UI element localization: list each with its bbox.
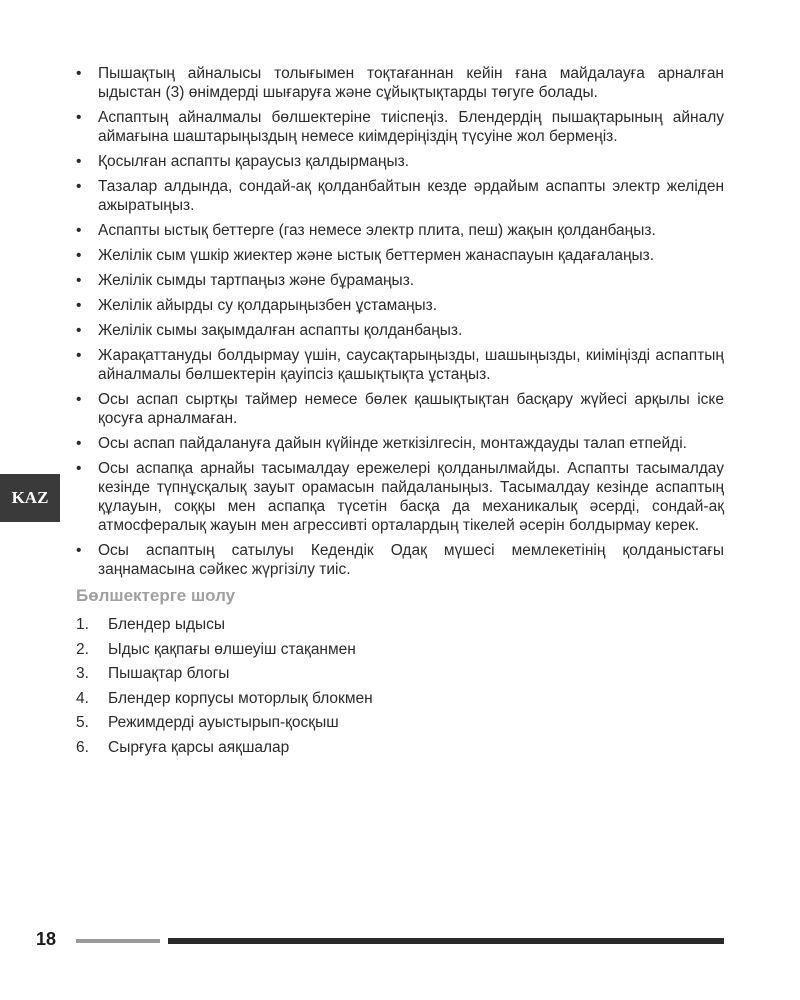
list-item <box>76 615 724 634</box>
list-item <box>76 713 724 732</box>
list-item: • Осы аспап пайдалануға дайын күйінде жеткізілгесін, монтаждауды талап етпейді. <box>76 434 724 453</box>
item-label: Блендер ыдысы <box>108 616 226 633</box>
item-number: 3. <box>76 665 89 682</box>
list-item <box>76 640 724 659</box>
item-label: Ыдыс қақпағы өлшеуіш стақанмен <box>108 640 356 658</box>
section-heading: Бөлшектерге шолу <box>76 586 236 605</box>
list-item: • Қосылған аспапты қараусыз қалдырмаңыз. <box>76 152 724 171</box>
parts-list <box>76 615 724 757</box>
item-number: 4. <box>76 689 89 707</box>
item-label: Блендер корпусы моторлық блокмен <box>108 689 373 707</box>
list-item: • Жарақаттануды болдырмау үшін, саусақтарыңызды, шашыңызды, киіміңізді аспаптың айналмалы бөлшектерін қауіпсіз қашықтықта ұстаңыз. <box>76 346 724 384</box>
item-number: 1. <box>76 616 89 633</box>
list-item: • Аспапты ыстық беттерге (газ немесе электр плита, пеш) жақын қолданбаңыз. <box>76 221 724 240</box>
list-item <box>76 738 724 757</box>
page-content <box>76 64 724 762</box>
item-label: Сырғуға қарсы аяқшалар <box>108 738 290 756</box>
language-tab: KAZ <box>0 474 60 522</box>
list-item <box>76 664 724 683</box>
list-item: • Желілік айырды су қолдарыңызбен ұстамаңыз. <box>76 296 724 315</box>
safety-list <box>76 64 724 579</box>
list-item: • Желілік сымды тартпаңыз және бұрамаңыз. <box>76 271 724 290</box>
list-item: • Пышақтың айналысы толығымен тоқтағаннан кейін ғана майдалауға арналған ыдыстан (3) өнімдерді шығаруға және сұйықтықтарды төгуге болады. <box>76 64 724 102</box>
footer-rule-light <box>76 939 160 943</box>
list-item: • Осы аспаптың сатылуы Кедендік Одақ мүшесі мемлекетінің қолданыстағы заңнамасына сәйкес жүргізілу тиіс. <box>76 541 724 579</box>
item-number: 2. <box>76 640 89 658</box>
list-item: • Аспаптың айналмалы бөлшектеріне тиіспеңіз. Блендердің пышақтарының айналу аймағына шаштарыңыздың немесе киімдеріңіздің түсуіне жол бермеңіз. <box>76 108 724 146</box>
page-number: 18 <box>36 929 57 949</box>
list-item <box>76 689 724 708</box>
list-item: • Желілік сым үшкір жиектер және ыстық беттермен жанаспауын қадағалаңыз. <box>76 246 724 265</box>
list-item: • Осы аспап сыртқы таймер немесе бөлек қашықтықтан басқару жүйесі арқылы іске қосуға арналмаған. <box>76 390 724 428</box>
item-label: Пышақтар блогы <box>108 665 230 682</box>
item-number: 6. <box>76 738 89 756</box>
item-label: Режимдерді ауыстырып-қосқыш <box>108 714 339 731</box>
list-item: • Осы аспапқа арнайы тасымалдау ережелері қолданылмайды. Аспапты тасымалдау кезінде түпнұсқалық зауыт орамасын пайдаланыңыз. Тасымалдау кезінде аспаптың құлауын, соққы мен аспапқа түсетін басқа да механикалық әсерді, сондай-ақ атмосфералық жауын мен агрессивті орталардың тікелей әсерін болдырмау керек. <box>76 459 724 535</box>
list-item: • Желілік сымы зақымдалған аспапты қолданбаңыз. <box>76 321 724 340</box>
item-number: 5. <box>76 714 89 731</box>
list-item: • Тазалар алдында, сондай-ақ қолданбайтын кезде әрдайым аспапты электр желіден ажыратыңыз. <box>76 177 724 215</box>
footer-rule-dark <box>168 938 724 944</box>
